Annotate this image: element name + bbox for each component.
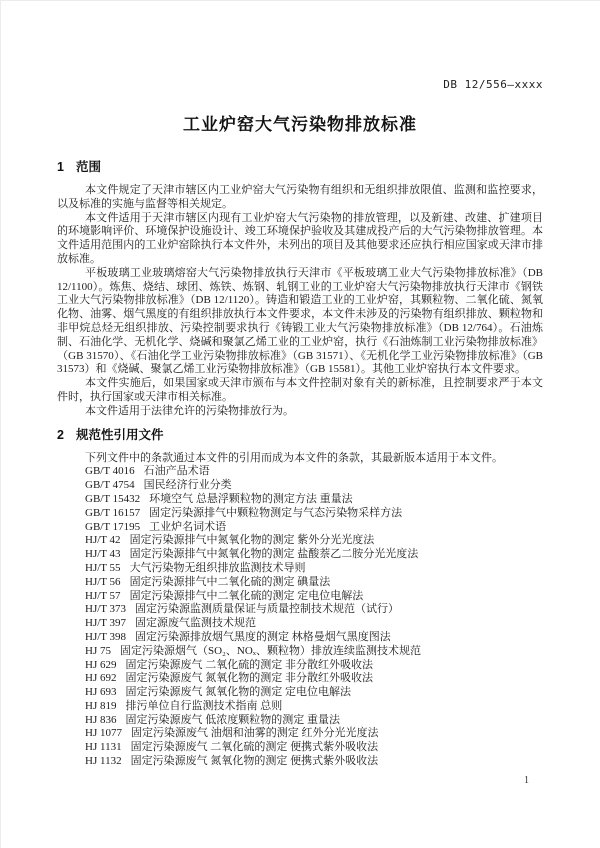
- section-1-number: 1: [57, 160, 64, 174]
- reference-item: [57, 603, 543, 617]
- reference-title: 固定污染源监测质量保证与质量控制技术规范（试行）: [135, 603, 400, 616]
- reference-code: HJ/T 43: [85, 548, 121, 561]
- reference-code: HJ 629: [85, 658, 117, 671]
- reference-item: [57, 493, 543, 507]
- reference-title: 固定污染源废气 氮氧化物的测定 便携式紫外吸收法: [130, 755, 379, 768]
- reference-title: 石油产品术语: [143, 465, 210, 478]
- reference-title: 环境空气 总悬浮颗粒物的测定方法 重量法: [149, 492, 353, 505]
- section-2-heading: [57, 428, 543, 443]
- reference-code: HJ 836: [85, 713, 117, 726]
- references-intro: 下列文件中的条款通过本文件的引用而成为本文件的条款，其最新版本适用于本文件。: [85, 451, 503, 464]
- document-body: [57, 160, 543, 769]
- reference-item: [57, 465, 543, 479]
- reference-title: 固定污染源废气 二氧化硫的测定 便携式紫外吸收法: [130, 741, 379, 754]
- reference-title: 固定污染源烟气（SO₂、NOₓ、颗粒物）排放连续监测技术规范: [119, 644, 421, 657]
- reference-code: HJ/T 398: [85, 630, 127, 643]
- reference-code: HJ/T 373: [85, 603, 127, 616]
- section-1-heading: [57, 160, 543, 175]
- reference-title: 固定污染源排气中二氧化硫的测定 碘量法: [129, 575, 331, 588]
- reference-code: HJ/T 57: [85, 589, 121, 602]
- document-title: 工业炉窑大气污染物排放标准: [183, 115, 417, 134]
- reference-item: [57, 741, 543, 755]
- section-1-title: 范围: [75, 160, 101, 174]
- reference-code: GB/T 15432: [85, 492, 141, 505]
- reference-title: 固定污染源排气中二氧化硫的测定 定电位电解法: [129, 589, 364, 602]
- reference-item: [57, 755, 543, 769]
- reference-title: 国民经济行业分类: [143, 479, 232, 492]
- reference-item: [57, 534, 543, 548]
- reference-code: HJ 693: [85, 686, 117, 699]
- reference-code: GB/T 16157: [85, 506, 141, 519]
- reference-title: 工业炉名词术语: [149, 520, 227, 533]
- reference-item: [57, 617, 543, 631]
- reference-item: [57, 700, 543, 714]
- reference-title: 固定污染源排放烟气黑度的测定 林格曼烟气黑度图法: [135, 630, 391, 643]
- reference-item: [57, 507, 543, 521]
- scope-paragraph: 本文件适用于法律允许的污染物排放行为。: [85, 404, 294, 417]
- reference-code: GB/T 4754: [85, 479, 135, 492]
- reference-title: 固定污染源废气 氮氧化物的测定 定电位电解法: [125, 686, 351, 699]
- reference-title: 固定污染源排气中颗粒物测定与气态污染物采样方法: [149, 506, 403, 519]
- reference-item: [57, 645, 543, 659]
- reference-code: HJ/T 56: [85, 575, 121, 588]
- reference-item: [57, 548, 543, 562]
- scope-paragraph: 本文件适用于天津市辖区内现有工业炉窑大气污染物的排放管理，以及新建、改建、扩建项目的环境影响评价、环境保护设施设计、竣工环境保护验收及其建成投产后的大气污染物排放管理。本文件适用范围内的工业炉窑除执行本文件外，未列出的项目及其他要求还应执行相应国家或天津市排放标准。: [57, 211, 543, 265]
- scope-paragraph: 本文件实施后，如果国家或天津市颁布与本文件控制对象有关的新标准，且控制要求严于本文件时，执行国家或天津市相关标准。: [57, 377, 543, 403]
- document-code: DB 12/556—xxxx: [443, 78, 543, 91]
- reference-title: 固定污染源排气中氮氧化物的测定 盐酸萘乙二胺分光光度法: [129, 548, 419, 561]
- reference-item: [57, 521, 543, 535]
- reference-title: 固定污染源废气 低浓度颗粒物的测定 重量法: [125, 713, 340, 726]
- section-divider-space: [57, 419, 543, 428]
- reference-code: HJ 819: [85, 699, 117, 712]
- reference-code: HJ 1077: [85, 727, 122, 740]
- reference-list: [57, 465, 543, 769]
- reference-code: HJ/T 55: [85, 561, 121, 574]
- reference-item: [57, 631, 543, 645]
- reference-code: HJ 1131: [85, 741, 122, 754]
- reference-item: [57, 590, 543, 604]
- reference-item: [57, 714, 543, 728]
- page-number: 1: [524, 775, 529, 786]
- reference-code: HJ 1132: [85, 755, 122, 768]
- reference-code: GB/T 4016: [85, 465, 135, 478]
- section-2-title: 规范性引用文件: [75, 427, 164, 442]
- scope-paragraph: 平板玻璃工业玻璃熔窑大气污染物排放执行天津市《平板玻璃工业大气污染物排放标准》（DB 12/1100）。炼焦、烧结、球团、炼铁、炼钢、轧钢工业的工业炉窑大气污染物排放执行天津市《钢铁工业大气污染物排放标准》（DB 12/1120）。铸造和锻造工业的工业炉窑，其颗粒物、二氧化硫、氮氧化物、油雾、烟气黑度的有组织排放执行本文件要求，本文件未涉及的污染物有组织排放、颗粒物和非甲烷总烃无组织排放、污染控制要求执行《铸锻工业大气污染物排放标准》（DB 12/764）。石油炼制、石油化学、无机化学、烧碱和聚氯乙烯工业的工业炉窑，执行《石油炼制工业污染物排放标准》（GB 31570）、《石油化学工业污染物排放标准》（GB 31571）、《无机化学工业污染物排放标准》（GB 31573）和《烧碱、聚氯乙烯工业污染物排放标准》（GB 15581）。其他工业炉窑执行本文件要求。: [57, 266, 543, 376]
- reference-title: 固定污染源排气中氮氧化物的测定 紫外分光光度法: [129, 534, 375, 547]
- reference-title: 固定源废气监测技术规范: [135, 617, 257, 630]
- reference-code: GB/T 17195: [85, 520, 141, 533]
- reference-item: [57, 727, 543, 741]
- reference-code: HJ 75: [85, 644, 111, 657]
- reference-title: 固定污染源废气 油烟和油雾的测定 红外分光光度法: [130, 727, 379, 740]
- reference-code: HJ/T 42: [85, 534, 121, 547]
- reference-item: [57, 479, 543, 493]
- reference-item: [57, 659, 543, 673]
- section-2-number: 2: [57, 427, 64, 442]
- reference-title: 固定污染源废气 二氧化硫的测定 非分散红外吸收法: [125, 658, 373, 671]
- reference-title: 固定污染源废气 氮氧化物的测定 非分散红外吸收法: [125, 672, 373, 685]
- scope-paragraph: 本文件规定了天津市辖区内工业炉窑大气污染物有组织和无组织排放限值、监测和监控要求，以及标准的实施与监督等相关规定。: [57, 184, 543, 210]
- reference-item: [57, 576, 543, 590]
- reference-code: HJ/T 397: [85, 617, 127, 630]
- reference-item: [57, 672, 543, 686]
- reference-code: HJ 692: [85, 672, 117, 685]
- reference-item: [57, 686, 543, 700]
- reference-title: 排污单位自行监测技术指南 总则: [125, 699, 283, 712]
- reference-title: 大气污染物无组织排放监测技术导则: [129, 561, 306, 574]
- reference-item: [57, 562, 543, 576]
